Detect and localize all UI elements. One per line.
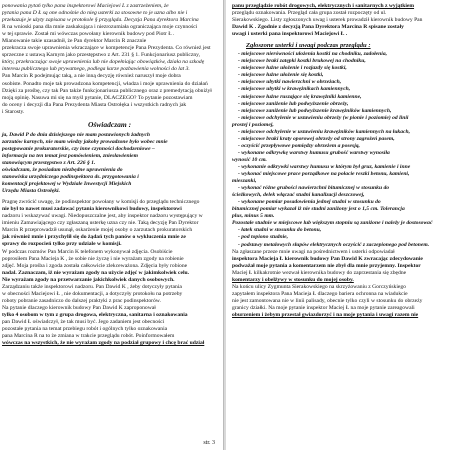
left-line: moją opinię. Nasuwa mi się na myśl pytanie, DLACZEGO? To pytanie pozostawiam: [2, 94, 193, 101]
defect-item: plus, minus 5 mm.: [232, 213, 275, 220]
defect-item: - miejscowe odchylenie w ustawieniu krawężników kamiennych na łukach,: [238, 128, 411, 135]
defect-item: - miejscowe ubytki nawierzchni w obrzeżach,: [238, 79, 342, 86]
right-line: oburzeniem i żebym przestał gwiazdorzyć i na moje pytania i uwagi razem nie: [232, 311, 419, 318]
defect-item: - miejscowe łużne ruszające się krawężniki kamienne,: [238, 93, 362, 100]
right-line: nie jest zamontowana nie w linii palisady, obecnie tylko czyli w stosunku do obrzeży: [232, 297, 423, 304]
statement-line: zarzutów karnych, nie mam wiedzy jakoby prowadzone było wobec mnie: [2, 138, 168, 145]
defect-item: ścieżkowych, delek włączać studni kanalizacji deszczowej,: [232, 192, 365, 199]
defect-item: - wykonać różne grubości nawierzchni bitumicznej w stosunku do: [238, 185, 390, 192]
defect-item: - miejscowe nierówności ułożenia kostki na chodniku, zadołenia,: [238, 51, 388, 58]
defect-item: - miejscowe zaniżenie lub podwyższenie obrzeży,: [238, 100, 349, 107]
right-line: Na zgłaszane przeze mnie uwagi na pośrednictwem i usterki odpowiadał: [232, 248, 395, 255]
left-line: i Starosty.: [2, 108, 25, 115]
right-line: - podstawy metalowych słupów elektrycznych oczyścić z zaczepionego pod betonem.: [238, 241, 430, 248]
left-line: ponowania pytań tylko pana inspektorowi Maciejowi L z zastrzeżeniem, że: [2, 3, 169, 9]
left-line: interesu publicznego lub prywatnego, podlega karze pozbawienia wolności do lat 3.: [2, 66, 190, 73]
left-line: sprzeczne z ustawą Karnym jako przestępstwo z Art. 231 § 1. Funkcjonariusz publiczny,: [2, 52, 201, 59]
left-line: roboty pobranie zasadniczo do dalszej praktyki z prac podinspektorów.: [2, 297, 161, 304]
statement-line: postępowanie prokuratorskie, czy inne czynności dochodzeniowe –: [2, 145, 155, 152]
right-line: Pozostałe studnie w miejscowe lub większym stopniu są zaniżone i należy je dostosować: [232, 220, 433, 227]
left-line: poprosiłem Pana Macieja K , że sobie nie życzę i nie wyrażam zgody na robienie: [2, 255, 184, 262]
left-line: wówczas na wszystkich, że nie wyrażam zgody na podział grupowy i chcę brać udział: [2, 340, 205, 347]
defect-item: - miejscowe łużne ułożenie i rozjazdy się kostki,: [238, 65, 347, 72]
right-line: Na końcu ulicy Zygmunta Sierakowskiego na skrzyżowaniu z Gorczyńskiego: [232, 283, 406, 290]
statement-line: oświadczam, że posiadam niezbędne uprawnienia do: [2, 166, 123, 173]
right-line: panu przeglądzie robót drogowych, elektrycznych i sanitarnych z wyjątkiem: [232, 3, 415, 9]
left-line: do oceny i decyzji dla Pana Prezydenta Miasta Ostrołęka i wszystkich radnych jak: [2, 101, 187, 108]
left-line: pana Marcina R na to że zmiana w trakcie przeglądu robót. Poinformowałem: [2, 333, 175, 340]
left-line: tylko 4 osobom w tym z grupa drogowa, elektryczna, sanitarna i oznakowania: [2, 311, 188, 318]
left-line: W podczas rozmów Pan Marcin K telefonem wykonywał zdjęcia. Osobiście: [2, 248, 173, 255]
left-line: imieniu Zamawiającego czy zgłaszaną usterkę uzna czy nie. Taką decyzję Pan Dyrektor: [2, 220, 199, 227]
section-heading: Oświadczam :: [87, 119, 132, 129]
defect-item: mieszanki,: [232, 178, 257, 185]
right-line: przeglądu oznakowania. Przegląd cała grupa został rozpoczęty od ul.: [232, 10, 387, 17]
left-line: sprawy do rozpocień tylko przy udziale w komisji.: [2, 241, 122, 248]
left-line: R na wnioski pana dla mnie zaskakująca i niezrozumiała ograniczająca moje czynności: [2, 24, 198, 31]
left-line: Na pytanie dlaczego kierownik budowy Pan Dawid K zaproponował: [2, 304, 156, 311]
right-line: Sierakowskiego. Listy zgłoszonych uwag i usterek prowadził kierownik budowy Pan: [232, 17, 423, 24]
section-heading: Zgłoszone usterki i uwagi podczas przeglądu :: [246, 42, 371, 50]
right-line: - łatek studni w stosunku do betonu,: [238, 227, 322, 234]
statement-line: stanowiska urzędniczego podinspektora ds. przygotowania i: [2, 174, 139, 181]
defect-item: - oczyścić przepływowe pomiędzy obrzeżem a posesją,: [238, 142, 360, 149]
defect-item: - miejscowe braki zatępki kostki brukowej na chodniku,: [238, 58, 366, 65]
left-line: Dzięki za prośbę, czy tak Pan także funkcjonariusza publicznego oraz z premedytacją obniżył: [2, 87, 212, 94]
defect-item: - wykonanie odkrywki warstwy humusu w którym był gruz, kamienie i inne: [238, 163, 411, 170]
right-line: Maciej Ł kilkakrotnie wezwał kierownika budowy do zaprzestania się zbędne: [232, 269, 407, 276]
left-line: Mianowanie takie uzasadnił, że Pan dyrektor Marcin R znacznie: [2, 38, 147, 45]
left-line: przekracza swoje uprawnienia wkraczające w kompetencje Pana Prezydenta. Co również jest: [2, 45, 211, 52]
left-page: [0, 0, 224, 450]
right-page: [226, 0, 450, 450]
left-line: zdjęć. Moja prośba i zgoda została całkowicie zlekceważona. Zdjęcia były robione: [2, 262, 188, 269]
left-line: w tej sprawie. Został mi wówczas powołany kierownik budowy pod Piotr Ł .: [2, 31, 175, 38]
left-line: Zarządzaniu także inspektorowi nadzoru. Pan Dawid K , żeby dotyczyły pytania: [2, 283, 182, 290]
left-line: Nie wyrażam zgody na przetwarzanie jakichkolwiek danych osobowych.: [2, 276, 175, 283]
left-line: osobiste. Ponadto moje tak prowadzona kompetencji, władza i moje uprawnienia do działań: [2, 80, 208, 87]
right-line: inspektora Macieja Ł kierownik budowy Pan Dawid K zwracając zdecydowanie: [232, 255, 423, 262]
statement-line: ja, Dawid P do dnia dzisiejszego nie mam postawionych żadnych: [2, 131, 151, 138]
statement-line: informacja na ten temat jest pomówieniem, zniesławieniem: [2, 152, 138, 159]
defect-item: - miejscowe łużne ułożenie się kostki,: [238, 72, 324, 79]
left-line: przekazuje je użyty zapisana w protokole § przygląda. Decyzja Pana dyrektora Marcina: [2, 17, 199, 24]
left-line: pytania pana D Ł są one odnośnie do nieg usterki za stosowne to je uzna albo nie i: [2, 10, 188, 17]
defect-item: - wykonane odkrywkę warstwy humusu grubość warstwy wynosiła: [238, 149, 390, 156]
left-line: Pragnę zwrócić uwagę, że podinspektor powołany w komisji do przeglądu technicznego: [2, 199, 200, 206]
defect-item: - miejscowe ubytki w krawężnikach kamiennych,: [238, 86, 351, 93]
left-line: nadal. Zaznaczam, iż nie wyrażam zgody na użycie zdjęć w jakimkolwiek celu.: [2, 269, 190, 276]
statement-line: komentacji projektowej w Wydziale Inwestycji Miejskich: [2, 181, 132, 188]
defect-item: - miejscowe odchylenie w ustawieniu obrzeży (w pionie i poziomie) od linii: [238, 114, 409, 121]
right-line: Dawid K . Zgodnie z decyzją Pana Dyrektora Marcina R spisane zostały: [232, 24, 404, 31]
left-line: Pan Marcin R podejmując taką, a nie inną decyzję również naruszył moje dobra: [2, 73, 181, 80]
right-line: podważał moje pytania a komentarzem nie zbył dla mnie przyjemny. Inspektor: [232, 262, 421, 269]
defect-item: bitumicznej pomiar wykazał iż nie studni zaniżony jest o 1,5 cm. Tolerancja: [232, 206, 405, 213]
right-line: zapytałem inspektora Pana Macieja Ł dlaczego bariera ochronna na wiadukcie: [232, 290, 408, 297]
left-line: w obecności Maciejowi Ł , nie dokumentacji, a dotyczyły protokołu na potrzeby: [2, 290, 183, 297]
defect-item: wynosić 10 cm.: [232, 156, 267, 163]
defect-item: - wykonać miejscowe prace porządkowe na połacie reszki betonu, kamieni,: [238, 171, 410, 178]
left-line: nie był to nawet musi zadawać pytania kierownikowi budowy, inspektorowi: [2, 206, 182, 213]
defect-item: prostej i poziomej,: [232, 121, 274, 128]
right-line: - pod topiono studnie,: [238, 234, 289, 241]
left-line: pozostałe pytania na temat przebiegu robót i ogólnych tylko oznakowania: [2, 326, 168, 333]
right-line: granicy działki. Na moje pytanie inspektor Maciej Ł na moje pytanie zareagowali: [232, 304, 415, 311]
left-line: jak również mnie i przychylił się do żądań tych panów o wykluczenia mnie ze: [2, 234, 186, 241]
left-line: Marcin R przeprowadził usunął, oskarżenie mojej osoby o zarzutach prokuratorskich: [2, 227, 193, 234]
right-line: komentarzy i obelżywy w stosunku do mojej osoby.: [232, 276, 354, 283]
defect-item: - miejscowe braki kraty oporowej obrzeży od strony zagrożeń pasem,: [238, 135, 395, 142]
defect-item: - miejscowe zaniżenie lub podwyższenie krawężników kamiennych,: [238, 107, 392, 114]
page-number: str. 3: [203, 440, 215, 446]
left-line: który, przekraczając swoje uprawnienia lub nie dopełniając obowiązków, działa na szkodę: [2, 59, 205, 66]
left-line: nadzoru i wskazywać uwagi. Niedopuszczalne jest, aby inspektor nadzoru występujący w: [2, 213, 203, 220]
defect-item: - wykonane pomiar posadowienia jednej studni w stosunku do: [238, 199, 381, 206]
statement-line: Urzędu Miasta Ostrołęki.: [2, 188, 60, 195]
left-line: pan Dawid Ł oświadczył, że tak musi być. Jego zadaniem jest obecności: [2, 318, 165, 325]
right-line: uwagi i usterki pana inspektorowi Maciejowi Ł .: [232, 31, 348, 38]
statement-line: stanowiącym przestępstwo z Art. 226 § 1.: [2, 159, 96, 166]
